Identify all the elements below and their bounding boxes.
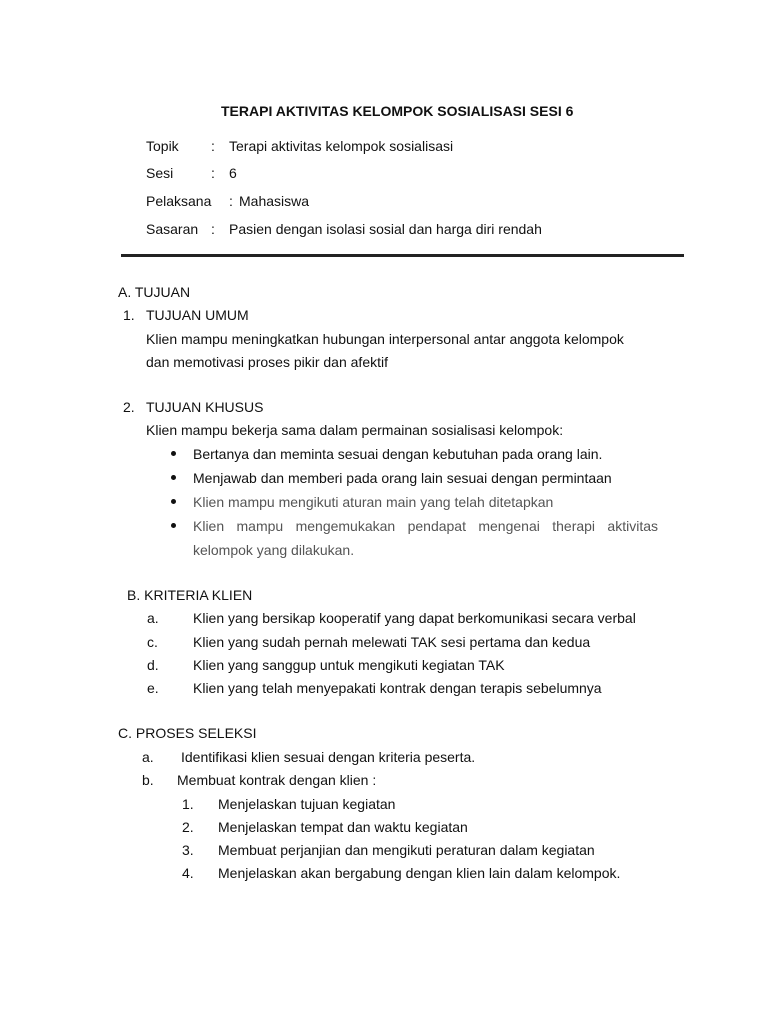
subitem-label: 3. bbox=[182, 842, 194, 858]
selection-label: a. bbox=[142, 749, 154, 765]
meta-value-pelaksana: Mahasiswa bbox=[239, 193, 310, 209]
tujuan-khusus-intro: Klien mampu bekerja sama dalam permainan sosialisasi kelompok: bbox=[146, 422, 564, 438]
criteria-label: a. bbox=[147, 610, 159, 626]
selection-text: Membuat kontrak dengan klien : bbox=[177, 772, 377, 788]
criteria-label: d. bbox=[147, 657, 159, 673]
selection-text: Identifikasi klien sesuai dengan kriteria peserta. bbox=[181, 749, 476, 765]
subitem-label: 4. bbox=[182, 865, 194, 881]
list-item: Klien mampu mengikuti aturan main yang telah ditetapkan bbox=[193, 494, 554, 510]
meta-key-sesi: Sesi bbox=[146, 165, 174, 181]
criteria-text: Klien yang sudah pernah melewati TAK sesi pertama dan kedua bbox=[193, 634, 591, 650]
meta-key-pelaksana: Pelaksana bbox=[146, 193, 212, 209]
section-b-heading: B. KRITERIA KLIEN bbox=[127, 587, 253, 603]
subitem-text: Membuat perjanjian dan mengikuti peraturan dalam kegiatan bbox=[218, 842, 595, 858]
tujuan-umum-heading: TUJUAN UMUM bbox=[146, 307, 249, 323]
subitem-label: 2. bbox=[182, 819, 194, 835]
subitem-text: Menjelaskan tujuan kegiatan bbox=[218, 796, 396, 812]
subitem-label: 1. bbox=[182, 796, 194, 812]
criteria-text: Klien yang telah menyepakati kontrak dengan terapis sebelumnya bbox=[193, 680, 602, 696]
tujuan-khusus-number: 2. bbox=[123, 399, 135, 415]
list-item: Bertanya dan meminta sesuai dengan kebutuhan pada orang lain. bbox=[193, 446, 603, 462]
subitem-text: Menjelaskan akan bergabung dengan klien lain dalam kelompok. bbox=[218, 865, 621, 881]
selection-label: b. bbox=[142, 772, 154, 788]
section-c-heading: C. PROSES SELEKSI bbox=[118, 725, 257, 741]
meta-value-topik: Terapi aktivitas kelompok sosialisasi bbox=[229, 138, 454, 154]
list-item: Klien mampu mengemukakan pendapat mengenai therapi aktivitas bbox=[193, 518, 658, 534]
meta-key-sasaran: Sasaran bbox=[146, 221, 199, 237]
meta-sep: : bbox=[229, 193, 233, 209]
criteria-text: Klien yang sanggup untuk mengikuti kegiatan TAK bbox=[193, 657, 505, 673]
criteria-label: c. bbox=[147, 634, 158, 650]
bullet-icon bbox=[171, 451, 176, 456]
tujuan-umum-number: 1. bbox=[123, 307, 135, 323]
subitem-text: Menjelaskan tempat dan waktu kegiatan bbox=[218, 819, 468, 835]
section-a-heading: A. TUJUAN bbox=[118, 284, 191, 300]
bullet-icon bbox=[171, 523, 176, 528]
list-item: Menjawab dan memberi pada orang lain sesuai dengan permintaan bbox=[193, 470, 612, 486]
meta-sep: : bbox=[211, 165, 215, 181]
list-item-continuation: kelompok yang dilakukan. bbox=[193, 542, 355, 558]
meta-sep: : bbox=[211, 221, 215, 237]
tujuan-khusus-heading: TUJUAN KHUSUS bbox=[146, 399, 264, 415]
tujuan-umum-line: dan memotivasi proses pikir dan afektif bbox=[146, 354, 388, 370]
meta-value-sasaran: Pasien dengan isolasi sosial dan harga diri rendah bbox=[229, 221, 542, 237]
tujuan-umum-line: Klien mampu meningkatkan hubungan interpersonal antar anggota kelompok bbox=[146, 331, 624, 347]
header-divider bbox=[121, 254, 684, 257]
criteria-text: Klien yang bersikap kooperatif yang dapat berkomunikasi secara verbal bbox=[193, 610, 636, 626]
document-title: TERAPI AKTIVITAS KELOMPOK SOSIALISASI SESI 6 bbox=[221, 103, 574, 119]
meta-key-topik: Topik bbox=[146, 138, 179, 154]
meta-value-sesi: 6 bbox=[229, 165, 237, 181]
meta-sep: : bbox=[211, 138, 215, 154]
bullet-icon bbox=[171, 499, 176, 504]
bullet-icon bbox=[171, 475, 176, 480]
criteria-label: e. bbox=[147, 680, 159, 696]
